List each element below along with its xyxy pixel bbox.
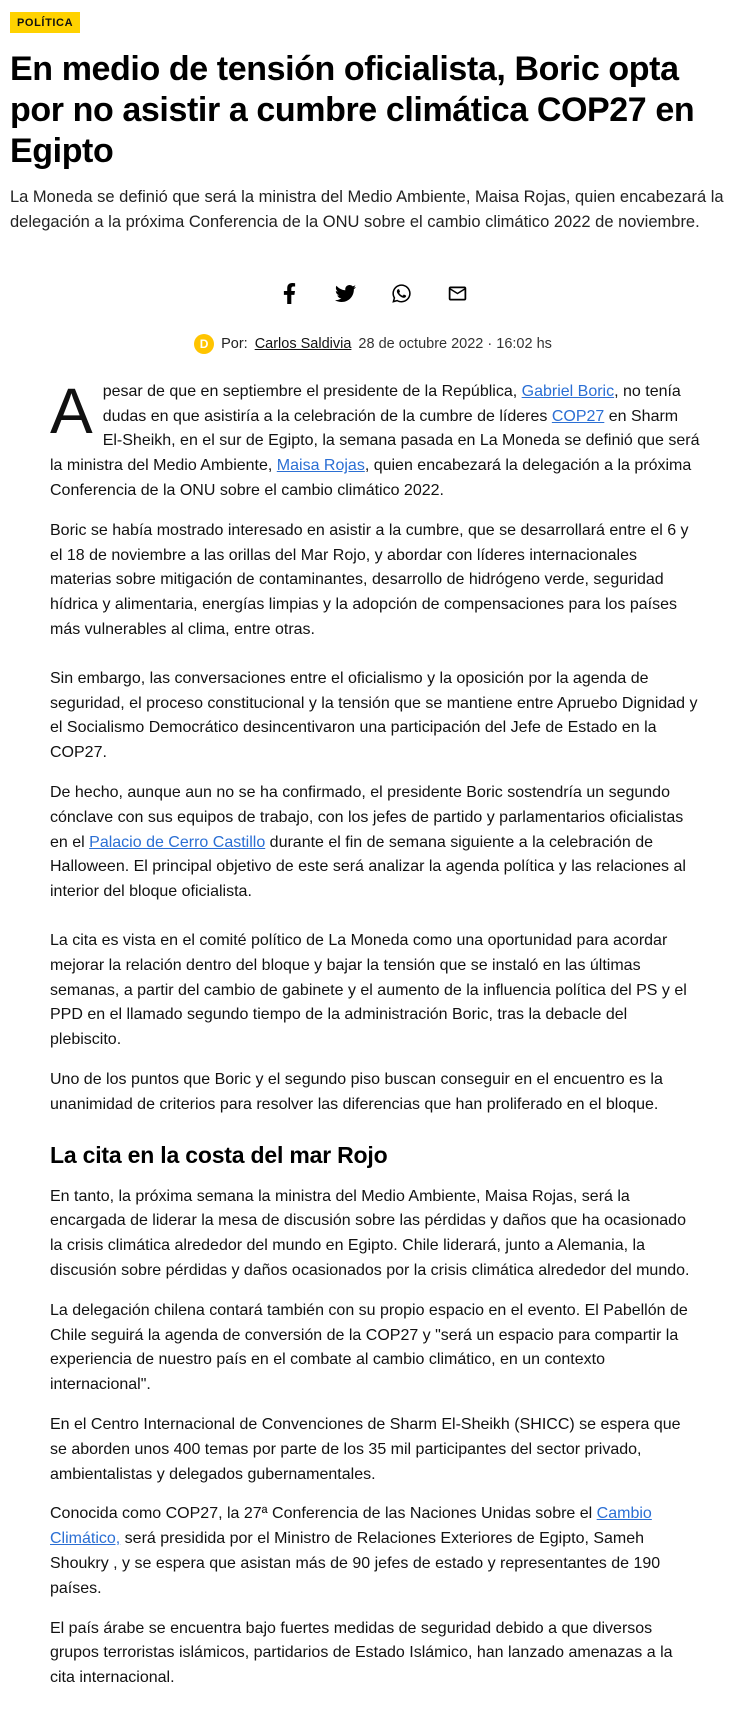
lead-paragraph: La Moneda se definió que será la ministra del Medio Ambiente, Maisa Rojas, quien encabezará la delegación a la próxima Conferencia de la ONU sobre el cambio climático 2022 de noviembre. — [10, 188, 724, 232]
article-header — [0, 10, 746, 235]
author-link[interactable]: Carlos Saldivia — [254, 335, 352, 352]
inline-link[interactable]: Gabriel Boric — [521, 382, 615, 400]
email-icon — [447, 283, 468, 304]
share-bar — [0, 263, 746, 326]
article-paragraph: El país árabe se encuentra bajo fuertes medidas de seguridad debido a que diversos grupos terroristas islámicos, partidarios de Estado Islámico, han lanzado amenazas a la cita internacional. — [50, 1619, 673, 1687]
inline-link[interactable]: Cambio Climático, — [50, 1505, 652, 1548]
category-badge[interactable]: POLÍTICA — [10, 12, 80, 33]
byline-prefix: Por: — [221, 335, 248, 352]
headline: En medio de tensión oficialista, Boric opta por no asistir a cumbre climática COP27 en Egipto — [10, 50, 695, 170]
email-share-button[interactable] — [447, 283, 468, 304]
article-paragraph: En tanto, la próxima semana la ministra del Medio Ambiente, Maisa Rojas, será la encargada de liderar la mesa de discusión sobre las pérdidas y daños que ha ocasionado la crisis climática alrededor del mundo en Egipto. Chile liderará, junto a Alemania, la discusión sobre pérdidas y daños ocasionados por la crisis climática alrededor del mundo. — [50, 1187, 690, 1279]
article-body — [0, 374, 746, 1691]
facebook-icon — [279, 283, 300, 304]
twitter-share-button[interactable] — [335, 283, 356, 304]
inline-link[interactable]: Palacio de Cerro Castillo — [89, 833, 266, 851]
article-paragraph: Uno de los puntos que Boric y el segundo piso buscan conseguir en el encuentro es la unanimidad de criterios para resolver las diferencias que han proliferado en el bloque. — [50, 1071, 663, 1113]
section-heading: La cita en la costa del mar Rojo — [50, 1141, 388, 1168]
twitter-icon — [335, 283, 356, 304]
article-paragraph: Apesar de que en septiembre el presidente de la República, Gabriel Boric, no tenía dudas en que asistiría a la celebración de la cumbre de líderes COP27 en Sharm El-Sheikh, en el sur de Egipto, la semana pasada en La Moneda se definió que será la ministra del Medio Ambiente, Maisa Rojas, quien encabezará la delegación a la próxima Conferencia de la ONU sobre el cambio climático 2022. — [50, 374, 700, 500]
article-paragraph: Sin embargo, las conversaciones entre el oficialismo y la oposición por la agenda de seguridad, el proceso constitucional y la tensión que se mantiene entre Apruebo Dignidad y el Socialismo Democrático desincentivaron una participación del Jefe de Estado en la COP27. — [50, 669, 698, 762]
article-paragraph: De hecho, aunque aun no se ha confirmado, el presidente Boric sostendría un segundo cónclave con sus equipos de trabajo, con los jefes de partido y parlamentarios oficialistas en el Palacio de Cerro Castillo durante el fin de semana siguiente a la celebración de Halloween. El principal objetivo de este será analizar la agenda política y las relaciones al interior del bloque oficialista. — [50, 784, 686, 901]
article-paragraph: Boric se había mostrado interesado en asistir a la cumbre, que se desarrollará entre el 6 y el 18 de noviembre a las orillas del Mar Rojo, y abordar con líderes internacionales materias sobre mitigación de contaminantes, desarrollo de hidrógeno verde, seguridad hídrica y alimentaria, energías limpias y la adopción de compensaciones para los países más vulnerables al clima, entre otras. — [50, 521, 689, 639]
inline-link[interactable]: COP27 — [551, 407, 605, 425]
publish-date: 28 de octubre 2022 · 16:02 hs — [358, 335, 552, 352]
facebook-share-button[interactable] — [279, 283, 300, 304]
whatsapp-icon — [391, 283, 412, 304]
publisher-avatar: D — [194, 334, 214, 354]
article-paragraph: Conocida como COP27, la 27ª Conferencia de las Naciones Unidas sobre el Cambio Climático, será presidida por el Ministro de Relaciones Exteriores de Egipto, Sameh Shoukry , y se espera que asistan más de 90 jefes de estado y representantes de 190 países. — [50, 1505, 661, 1597]
inline-link[interactable]: Maisa Rojas — [276, 457, 365, 475]
byline — [0, 326, 746, 380]
article-paragraph: La cita es vista en el comité político de La Moneda como una oportunidad para acordar mejorar la relación dentro del bloque y bajar la tensión que se instaló en las últimas semanas, a partir del cambio de gabinete y el aumento de la influencia política del PS y el PPD en el llamado segundo tiempo de la administración Boric, tras la debacle del plebiscito. — [50, 932, 687, 1049]
article-paragraph: En el Centro Internacional de Convenciones de Sharm El-Sheikh (SHICC) se espera que se aborden unos 400 temas por parte de los 35 mil participantes del sector privado, ambientalistas y delegados gubernamentales. — [50, 1415, 681, 1483]
drop-cap: A — [50, 374, 93, 447]
article-paragraph: La delegación chilena contará también con su propio espacio en el evento. El Pabellón de Chile seguirá la agenda de conversión de la COP27 y "será un espacio para compartir la experiencia de nuestro país en el combate al cambio climático, en un contexto internacional". — [50, 1301, 688, 1394]
whatsapp-share-button[interactable] — [391, 283, 412, 304]
